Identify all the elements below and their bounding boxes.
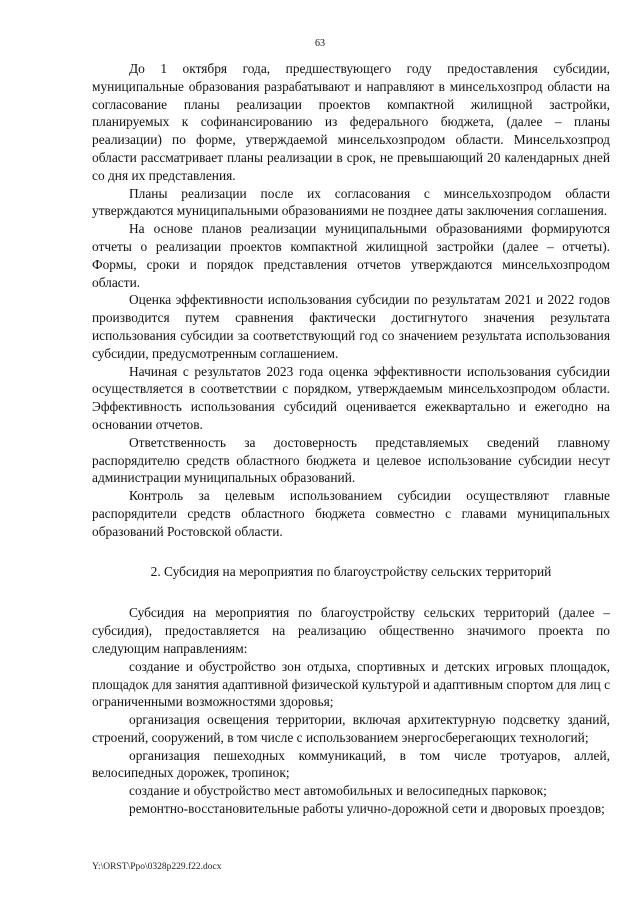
page-number: 63 xyxy=(315,38,325,49)
paragraph: Начиная с результатов 2023 года оценка эффективности использования субсидии осуществляется в соответствии с порядком, утверждаемым минсельхозпродом области. Эффективность использования субсидий оценивается ежеквартально и ежегодно на основании отчетов. xyxy=(92,363,610,432)
list-item: ремонтно-восстановительные работы улично-дорожной сети и дворовых проездов; xyxy=(129,801,605,817)
paragraph: Контроль за целевым использованием субсидии осуществляют главные распорядители средств областного бюджета совместно с главами муниципальных образований Ростовской области. xyxy=(92,488,610,539)
paragraph: Субсидия на мероприятия по благоустройству сельских территорий (далее – субсидия), предоставляется на реализацию общественно значимого проекта по следующим направлениям: xyxy=(92,605,610,656)
list-item: создание и обустройство зон отдыха, спортивных и детских игровых площадок, площадок для занятия адаптивной физической культурой и адаптивным спортом для лиц с ограниченными возможностями здоровья; xyxy=(92,658,611,710)
paragraph: Планы реализации после их согласования с минсельхозпродом области утверждаются муниципальными образованиями не позднее даты заключения соглашения. xyxy=(92,185,610,219)
paragraph: На основе планов реализации муниципальными образованиями формируются отчеты о реализации проектов компактной жилищной застройки (далее – отчеты). Формы, сроки и порядок представления отчетов утверждаются минсельхозпродом области. xyxy=(92,221,610,290)
paragraph: До 1 октября года, предшествующего году предоставления субсидии, муниципальные образования разрабатывают и направляют в минсельхозпрод области на согласование планы реализации проектов компактной жилищной застройки, планируемых к софинансированию из федерального бюджета, (далее – планы реализации) по форме, утверждаемой минсельхозпродом области. Минсельхозпрод области рассматривает планы реализации в срок, не превышающий 20 календарных дней со дня их представления. xyxy=(92,61,610,183)
list-item: создание и обустройство мест автомобильных и велосипедных парковок; xyxy=(129,783,547,799)
paragraph: Ответственность за достоверность представляемых сведений главному распорядителю средств областного бюджета и целевое использование субсидии несут администрации муниципальных образований. xyxy=(92,434,610,486)
file-path-footer: Y:\ORST\Ppo\0328p229.f22.docx xyxy=(92,862,222,872)
document-body xyxy=(92,60,610,818)
list-item: организация пешеходных коммуникаций, в том числе тротуаров, аллей, велосипедных дорожек, тропинок; xyxy=(92,747,610,781)
paragraph: Оценка эффективности использования субсидии по результатам 2021 и 2022 годов производится путем сравнения фактически достигнутого значения результата использования субсидии за соответствующий год со значением результата использования субсидии, предусмотренным соглашением. xyxy=(92,292,610,361)
list-item: организация освещения территории, включая архитектурную подсветку зданий, строений, сооружений, в том числе с использованием энергосберегающих технологий; xyxy=(92,712,610,745)
section-heading: 2. Субсидия на мероприятия по благоустройству сельских территорий xyxy=(150,563,552,579)
